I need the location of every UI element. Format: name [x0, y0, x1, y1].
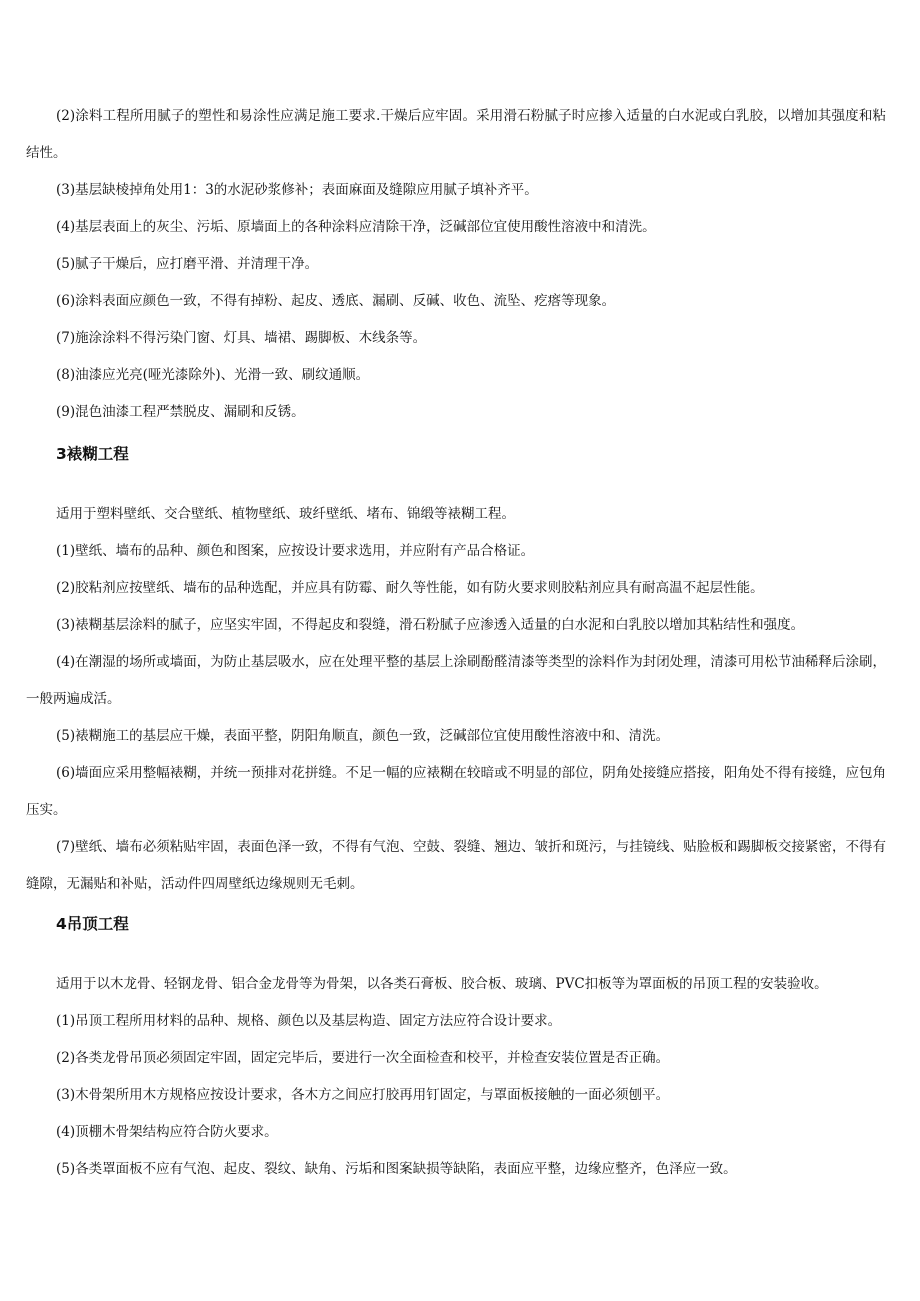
paragraph-ceiling-scope: 适用于以木龙骨、轻钢龙骨、铝合金龙骨等为骨架，以各类石膏板、胶合板、玻璃、PVC扣板等为罩面板的吊顶工程的安装验收。 [56, 976, 828, 992]
paragraph-keel-fixing: (2)各类龙骨吊顶必须固定牢固，固定完毕后，要进行一次全面检查和校平，并检查安装位置是否正确。 [56, 1050, 670, 1066]
paragraph-paint-gloss: (8)油漆应光亮(哑光漆除外)、光滑一致、刷纹通顺。 [56, 367, 370, 383]
paragraph-timber-frame: (3)木骨架所用木方规格应按设计要求，各木方之间应打胶再用钉固定，与罩面板接触的一面必须刨平。 [56, 1087, 670, 1103]
paragraph-putty-sanding: (5)腻子干燥后，应打磨平滑、并清理干净。 [56, 256, 319, 272]
paragraph-base-putty: (3)裱糊基层涂料的腻子，应坚实牢固，不得起皮和裂缝，滑石粉腻子应渗透入适量的白水泥和白乳胶以增加其粘结性和强度。 [56, 617, 805, 633]
paragraph-fire-protection: (4)顶棚木骨架结构应符合防火要求。 [56, 1124, 278, 1140]
paragraph-cover-panels: (5)各类罩面板不应有气泡、起皮、裂纹、缺角、污垢和图案缺损等缺陷，表面应平整，边缘应整齐，色泽应一致。 [56, 1161, 737, 1177]
paragraph-adhesive: (2)胶粘剂应按壁纸、墙布的品种选配，并应具有防霉、耐久等性能，如有防火要求则胶粘剂应具有耐高温不起层性能。 [56, 580, 764, 596]
paragraph-ceiling-materials: (1)吊顶工程所用材料的品种、规格、颜色以及基层构造、固定方法应符合设计要求。 [56, 1013, 562, 1029]
section-heading-wallpaper: 3裱糊工程 [56, 445, 129, 463]
paragraph-full-width: (6)墙面应采用整幅裱糊，并统一预排对花拼缝。不足一幅的应裱糊在较暗或不明显的部位，阴角处接缝应搭接，阳角处不得有接缝，应包角压实。 [26, 765, 886, 818]
paragraph-firm-bonding: (7)壁纸、墙布必须粘贴牢固，表面色泽一致，不得有气泡、空鼓、裂缝、翘边、皱折和斑污，与挂镜线、贴脸板和踢脚板交接紧密，不得有缝隙，无漏贴和补贴，活动件四周壁纸边缘规则无毛刺。 [26, 839, 886, 892]
paragraph-damp-areas: (4)在潮湿的场所或墙面，为防止基层吸水，应在处理平整的基层上涂刷酚醛清漆等类型的涂料作为封闭处理，清漆可用松节油稀释后涂刷，一般两遍成活。 [26, 654, 886, 707]
section-heading-ceiling: 4吊顶工程 [56, 915, 129, 933]
paragraph-base-cleaning: (4)基层表面上的灰尘、污垢、原墙面上的各种涂料应清除干净，泛碱部位宜使用酸性溶液中和清洗。 [56, 219, 656, 235]
paragraph-no-contamination: (7)施涂涂料不得污染门窗、灯具、墙裙、踢脚板、木线条等。 [56, 330, 427, 346]
paragraph-wallpaper-materials: (1)壁纸、墙布的品种、颜色和图案，应按设计要求选用，并应附有产品合格证。 [56, 543, 535, 559]
paragraph-wallpaper-scope: 适用于塑料壁纸、交合壁纸、植物壁纸、玻纤壁纸、堵布、锦缎等裱糊工程。 [56, 506, 515, 522]
paragraph-base-repair: (3)基层缺棱掉角处用1：3的水泥砂浆修补；表面麻面及缝隙应用腻子填补齐平。 [56, 182, 538, 198]
paragraph-putty-requirements: (2)涂料工程所用腻子的塑性和易涂性应满足施工要求.干燥后应牢固。采用滑石粉腻子时应掺入适量的白水泥或白乳胶，以增加其强度和粘结性。 [26, 108, 886, 161]
paragraph-coating-surface: (6)涂料表面应颜色一致，不得有掉粉、起皮、透底、漏刷、反碱、收色、流坠、疙瘩等现象。 [56, 293, 616, 309]
paragraph-base-dry: (5)裱糊施工的基层应干燥，表面平整，阴阳角顺直，颜色一致，泛碱部位宜使用酸性溶液中和、清洗。 [56, 728, 670, 744]
paragraph-mixed-paint: (9)混色油漆工程严禁脱皮、漏刷和反锈。 [56, 404, 305, 420]
